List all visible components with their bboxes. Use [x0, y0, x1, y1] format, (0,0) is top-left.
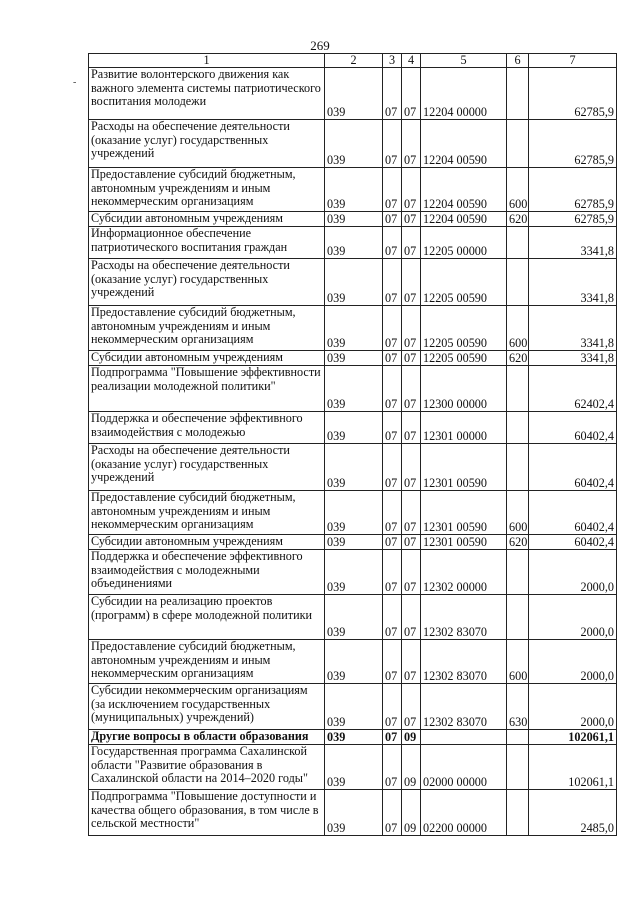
row-subsection-cell: 07 — [402, 366, 421, 412]
row-subsection-cell: 09 — [402, 745, 421, 790]
row-subsection-cell: 07 — [402, 640, 421, 684]
row-department-cell: 039 — [325, 259, 383, 306]
row-amount-cell: 102061,1 — [529, 730, 617, 745]
table-row — [89, 790, 617, 836]
row-name-cell: Подпрограмма "Повышение эффективности реализации молодежной политики" — [89, 366, 325, 412]
row-amount-cell: 60402,4 — [529, 412, 617, 444]
row-section-cell: 07 — [383, 595, 402, 640]
row-section-cell: 07 — [383, 259, 402, 306]
row-name-cell: Подпрограмма "Повышение доступности и качества общего образования, в том числе в сельской местности" — [89, 790, 325, 836]
row-department-cell: 039 — [325, 212, 383, 227]
col-header-6: 6 — [507, 54, 529, 68]
row-department-cell: 039 — [325, 444, 383, 491]
row-subsection-cell: 07 — [402, 412, 421, 444]
row-subsection-cell: 07 — [402, 351, 421, 366]
row-section-cell: 07 — [383, 491, 402, 535]
row-target-article-cell: 12300 00000 — [421, 366, 507, 412]
row-section-cell: 07 — [383, 412, 402, 444]
row-amount-cell: 2000,0 — [529, 550, 617, 595]
row-department-cell: 039 — [325, 745, 383, 790]
row-amount-cell: 2000,0 — [529, 684, 617, 730]
col-header-1: 1 — [89, 54, 325, 68]
row-target-article-cell: 12301 00000 — [421, 412, 507, 444]
table-row — [89, 168, 617, 212]
row-amount-cell: 3341,8 — [529, 351, 617, 366]
row-subsection-cell: 07 — [402, 68, 421, 120]
row-amount-cell: 62402,4 — [529, 366, 617, 412]
row-expense-type-cell: 600 — [507, 491, 529, 535]
row-name-cell: Поддержка и обеспечение эффективного взаимодействия с молодежными объединениями — [89, 550, 325, 595]
row-department-cell: 039 — [325, 351, 383, 366]
table-row — [89, 491, 617, 535]
row-name-cell: Расходы на обеспечение деятельности (оказание услуг) государственных учреждений — [89, 444, 325, 491]
row-amount-cell: 62785,9 — [529, 120, 617, 168]
row-department-cell: 039 — [325, 306, 383, 351]
row-amount-cell: 3341,8 — [529, 227, 617, 259]
row-expense-type-cell: 600 — [507, 640, 529, 684]
table-row — [89, 595, 617, 640]
row-expense-type-cell: 630 — [507, 684, 529, 730]
row-subsection-cell: 07 — [402, 168, 421, 212]
col-header-7: 7 — [529, 54, 617, 68]
row-department-cell: 039 — [325, 595, 383, 640]
row-section-cell: 07 — [383, 790, 402, 836]
row-subsection-cell: 07 — [402, 259, 421, 306]
row-section-cell: 07 — [383, 444, 402, 491]
row-department-cell: 039 — [325, 491, 383, 535]
row-department-cell: 039 — [325, 68, 383, 120]
row-section-cell: 07 — [383, 366, 402, 412]
table-row — [89, 351, 617, 366]
row-name-cell: Субсидии на реализацию проектов (программ) в сфере молодежной политики — [89, 595, 325, 640]
row-amount-cell: 2485,0 — [529, 790, 617, 836]
row-department-cell: 039 — [325, 366, 383, 412]
row-amount-cell: 62785,9 — [529, 212, 617, 227]
row-name-cell: Развитие волонтерского движения как важного элемента системы патриотического воспитания молодежи — [89, 68, 325, 120]
page-number: 269 — [310, 38, 330, 53]
row-target-article-cell: 12302 83070 — [421, 595, 507, 640]
row-name-cell: Поддержка и обеспечение эффективного взаимодействия с молодежью — [89, 412, 325, 444]
table-body — [89, 68, 617, 836]
row-target-article-cell: 02200 00000 — [421, 790, 507, 836]
row-target-article-cell: 12205 00590 — [421, 259, 507, 306]
row-target-article-cell: 12302 00000 — [421, 550, 507, 595]
row-expense-type-cell — [507, 444, 529, 491]
table-row — [89, 745, 617, 790]
budget-table — [88, 53, 617, 836]
row-target-article-cell — [421, 730, 507, 745]
row-department-cell: 039 — [325, 168, 383, 212]
row-department-cell: 039 — [325, 550, 383, 595]
table-row — [89, 412, 617, 444]
row-name-cell: Государственная программа Сахалинской области "Развитие образования в Сахалинской области на 2014–2020 годы" — [89, 745, 325, 790]
table-row — [89, 259, 617, 306]
row-expense-type-cell: 620 — [507, 535, 529, 550]
row-name-cell: Субсидии автономным учреждениям — [89, 212, 325, 227]
row-amount-cell: 2000,0 — [529, 595, 617, 640]
row-department-cell: 039 — [325, 684, 383, 730]
row-department-cell: 039 — [325, 120, 383, 168]
row-subsection-cell: 07 — [402, 120, 421, 168]
table-row — [89, 730, 617, 745]
row-subsection-cell: 07 — [402, 684, 421, 730]
row-subsection-cell: 07 — [402, 227, 421, 259]
row-name-cell: Расходы на обеспечение деятельности (оказание услуг) государственных учреждений — [89, 259, 325, 306]
row-name-cell: Предоставление субсидий бюджетным, автономным учреждениям и иным некоммерческим организациям — [89, 491, 325, 535]
row-department-cell: 039 — [325, 640, 383, 684]
margin-mark: - — [73, 77, 77, 88]
header-row — [89, 54, 617, 68]
table-row — [89, 366, 617, 412]
table-row — [89, 640, 617, 684]
row-expense-type-cell — [507, 595, 529, 640]
row-expense-type-cell — [507, 412, 529, 444]
col-header-3: 3 — [383, 54, 402, 68]
row-target-article-cell: 12302 83070 — [421, 684, 507, 730]
row-target-article-cell: 12302 83070 — [421, 640, 507, 684]
row-target-article-cell: 12204 00590 — [421, 120, 507, 168]
table-row — [89, 550, 617, 595]
row-amount-cell: 62785,9 — [529, 168, 617, 212]
row-target-article-cell: 12204 00000 — [421, 68, 507, 120]
row-name-cell: Предоставление субсидий бюджетным, автономным учреждениям и иным некоммерческим организациям — [89, 306, 325, 351]
row-subsection-cell: 07 — [402, 212, 421, 227]
row-expense-type-cell — [507, 745, 529, 790]
row-expense-type-cell — [507, 366, 529, 412]
row-name-cell: Информационное обеспечение патриотического воспитания граждан — [89, 227, 325, 259]
row-amount-cell: 2000,0 — [529, 640, 617, 684]
row-section-cell: 07 — [383, 640, 402, 684]
table-row — [89, 444, 617, 491]
row-expense-type-cell — [507, 790, 529, 836]
row-amount-cell: 60402,4 — [529, 444, 617, 491]
row-section-cell: 07 — [383, 684, 402, 730]
row-expense-type-cell — [507, 550, 529, 595]
row-target-article-cell: 12204 00590 — [421, 168, 507, 212]
row-section-cell: 07 — [383, 212, 402, 227]
row-expense-type-cell — [507, 730, 529, 745]
col-header-5: 5 — [421, 54, 507, 68]
row-subsection-cell: 09 — [402, 790, 421, 836]
table-row — [89, 684, 617, 730]
row-section-cell: 07 — [383, 120, 402, 168]
row-section-cell: 07 — [383, 306, 402, 351]
table-row — [89, 212, 617, 227]
row-subsection-cell: 07 — [402, 550, 421, 595]
row-expense-type-cell — [507, 120, 529, 168]
row-target-article-cell: 02000 00000 — [421, 745, 507, 790]
col-header-4: 4 — [402, 54, 421, 68]
row-target-article-cell: 12205 00590 — [421, 306, 507, 351]
row-amount-cell: 102061,1 — [529, 745, 617, 790]
row-section-cell: 07 — [383, 227, 402, 259]
row-subsection-cell: 07 — [402, 535, 421, 550]
table-row — [89, 535, 617, 550]
row-amount-cell: 60402,4 — [529, 535, 617, 550]
row-section-cell: 07 — [383, 730, 402, 745]
row-department-cell: 039 — [325, 790, 383, 836]
row-name-cell: Субсидии автономным учреждениям — [89, 535, 325, 550]
row-subsection-cell: 07 — [402, 595, 421, 640]
row-target-article-cell: 12301 00590 — [421, 491, 507, 535]
row-subsection-cell: 09 — [402, 730, 421, 745]
row-department-cell: 039 — [325, 535, 383, 550]
row-expense-type-cell: 600 — [507, 306, 529, 351]
row-amount-cell: 62785,9 — [529, 68, 617, 120]
col-header-2: 2 — [325, 54, 383, 68]
row-section-cell: 07 — [383, 351, 402, 366]
row-department-cell: 039 — [325, 227, 383, 259]
row-amount-cell: 3341,8 — [529, 306, 617, 351]
row-name-cell: Другие вопросы в области образования — [89, 730, 325, 745]
row-name-cell: Предоставление субсидий бюджетным, автономным учреждениям и иным некоммерческим организациям — [89, 168, 325, 212]
table-row — [89, 227, 617, 259]
row-target-article-cell: 12301 00590 — [421, 444, 507, 491]
row-section-cell: 07 — [383, 68, 402, 120]
row-department-cell: 039 — [325, 412, 383, 444]
row-expense-type-cell: 620 — [507, 212, 529, 227]
row-name-cell: Расходы на обеспечение деятельности (оказание услуг) государственных учреждений — [89, 120, 325, 168]
row-target-article-cell: 12205 00590 — [421, 351, 507, 366]
row-expense-type-cell — [507, 68, 529, 120]
table-row — [89, 68, 617, 120]
row-subsection-cell: 07 — [402, 306, 421, 351]
row-department-cell: 039 — [325, 730, 383, 745]
row-subsection-cell: 07 — [402, 444, 421, 491]
row-expense-type-cell: 620 — [507, 351, 529, 366]
table-row — [89, 306, 617, 351]
row-amount-cell: 60402,4 — [529, 491, 617, 535]
table-row — [89, 120, 617, 168]
row-expense-type-cell — [507, 259, 529, 306]
row-section-cell: 07 — [383, 745, 402, 790]
row-target-article-cell: 12204 00590 — [421, 212, 507, 227]
row-section-cell: 07 — [383, 535, 402, 550]
row-target-article-cell: 12301 00590 — [421, 535, 507, 550]
row-name-cell: Предоставление субсидий бюджетным, автономным учреждениям и иным некоммерческим организациям — [89, 640, 325, 684]
row-section-cell: 07 — [383, 168, 402, 212]
row-expense-type-cell: 600 — [507, 168, 529, 212]
row-target-article-cell: 12205 00000 — [421, 227, 507, 259]
row-amount-cell: 3341,8 — [529, 259, 617, 306]
row-name-cell: Субсидии некоммерческим организациям (за исключением государственных (муниципальных) учреждений) — [89, 684, 325, 730]
row-subsection-cell: 07 — [402, 491, 421, 535]
row-name-cell: Субсидии автономным учреждениям — [89, 351, 325, 366]
row-expense-type-cell — [507, 227, 529, 259]
row-section-cell: 07 — [383, 550, 402, 595]
